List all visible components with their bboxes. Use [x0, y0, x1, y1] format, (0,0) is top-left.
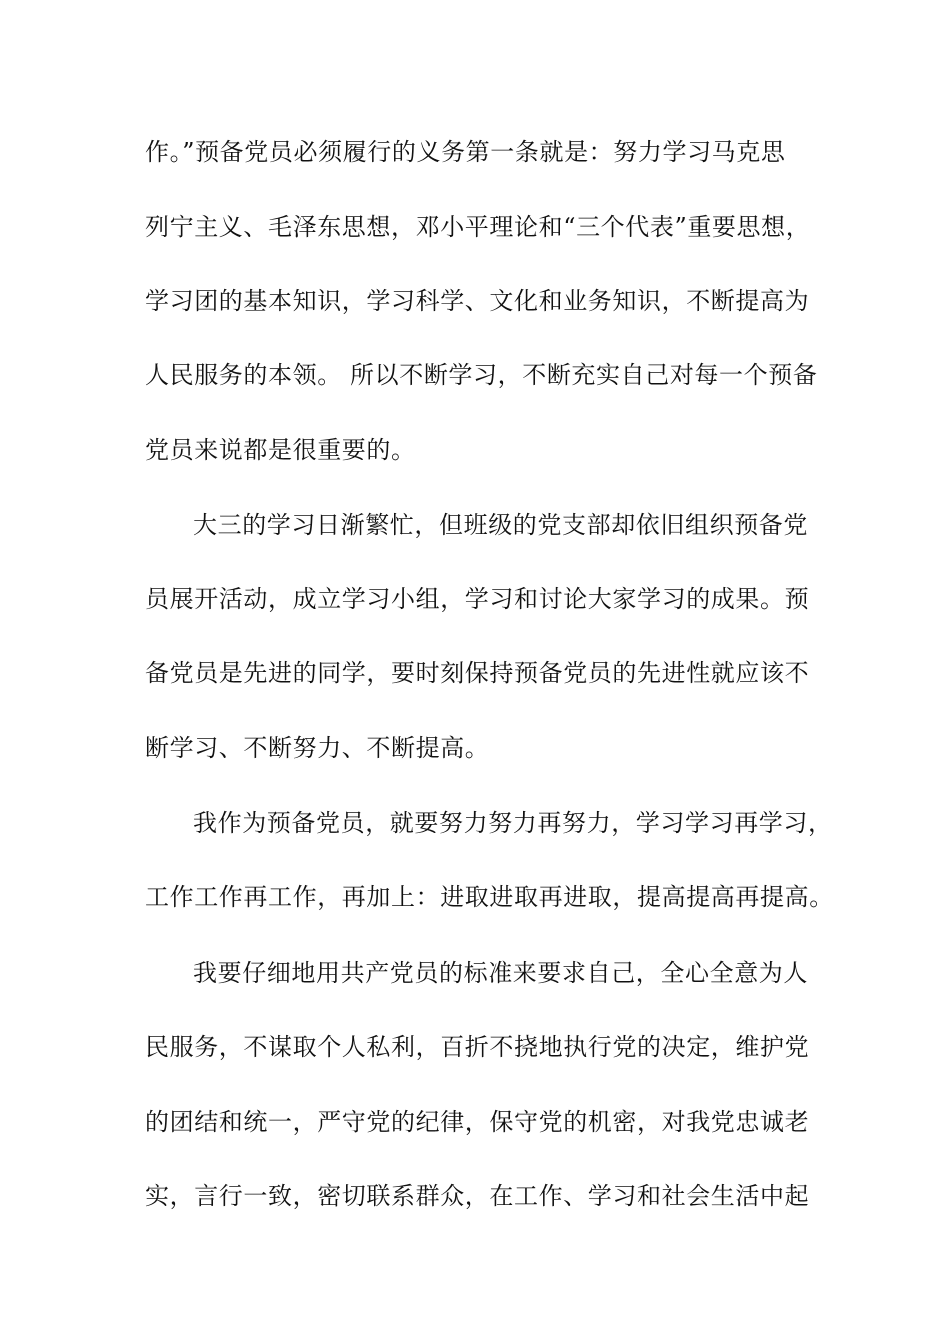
paragraph-first-line: 我要仔细地用共产党员的标准来要求自己，全心全意为人: [193, 959, 808, 987]
text-line: 的团结和统一，严守党的纪律，保守党的机密，对我党忠诚老: [145, 1108, 810, 1136]
paragraph-first-line: 我作为预备党员，就要努力努力再努力，学习学习再学习，: [193, 809, 833, 837]
text-line: 党员来说都是很重要的。: [145, 436, 416, 464]
text-line: 人民服务的本领。 所以不断学习，不断充实自己对每一个预备: [145, 361, 818, 389]
text-line: 员展开活动，成立学习小组，学习和讨论大家学习的成果。预: [145, 585, 810, 613]
text-line: 作。”预备党员必须履行的义务第一条就是：努力学习马克思: [145, 138, 786, 166]
text-line: 民服务，不谋取个人私利，百折不挠地执行党的决定，维护党: [145, 1033, 810, 1061]
text-line: 学习团的基本知识，学习科学、文化和业务知识，不断提高为: [145, 287, 810, 315]
paragraph-first-line: 大三的学习日渐繁忙，但班级的党支部却依旧组织预备党: [193, 511, 808, 539]
text-line: 工作工作再工作，再加上：进取进取再进取，提高提高再提高。: [145, 883, 834, 911]
text-line: 列宁主义、毛泽东思想，邓小平理论和“三个代表”重要思想，: [145, 213, 811, 241]
text-line: 实，言行一致，密切联系群众，在工作、学习和社会生活中起: [145, 1182, 810, 1210]
text-line: 断学习、不断努力、不断提高。: [145, 734, 490, 762]
text-line: 备党员是先进的同学，要时刻保持预备党员的先进性就应该不: [145, 659, 810, 687]
